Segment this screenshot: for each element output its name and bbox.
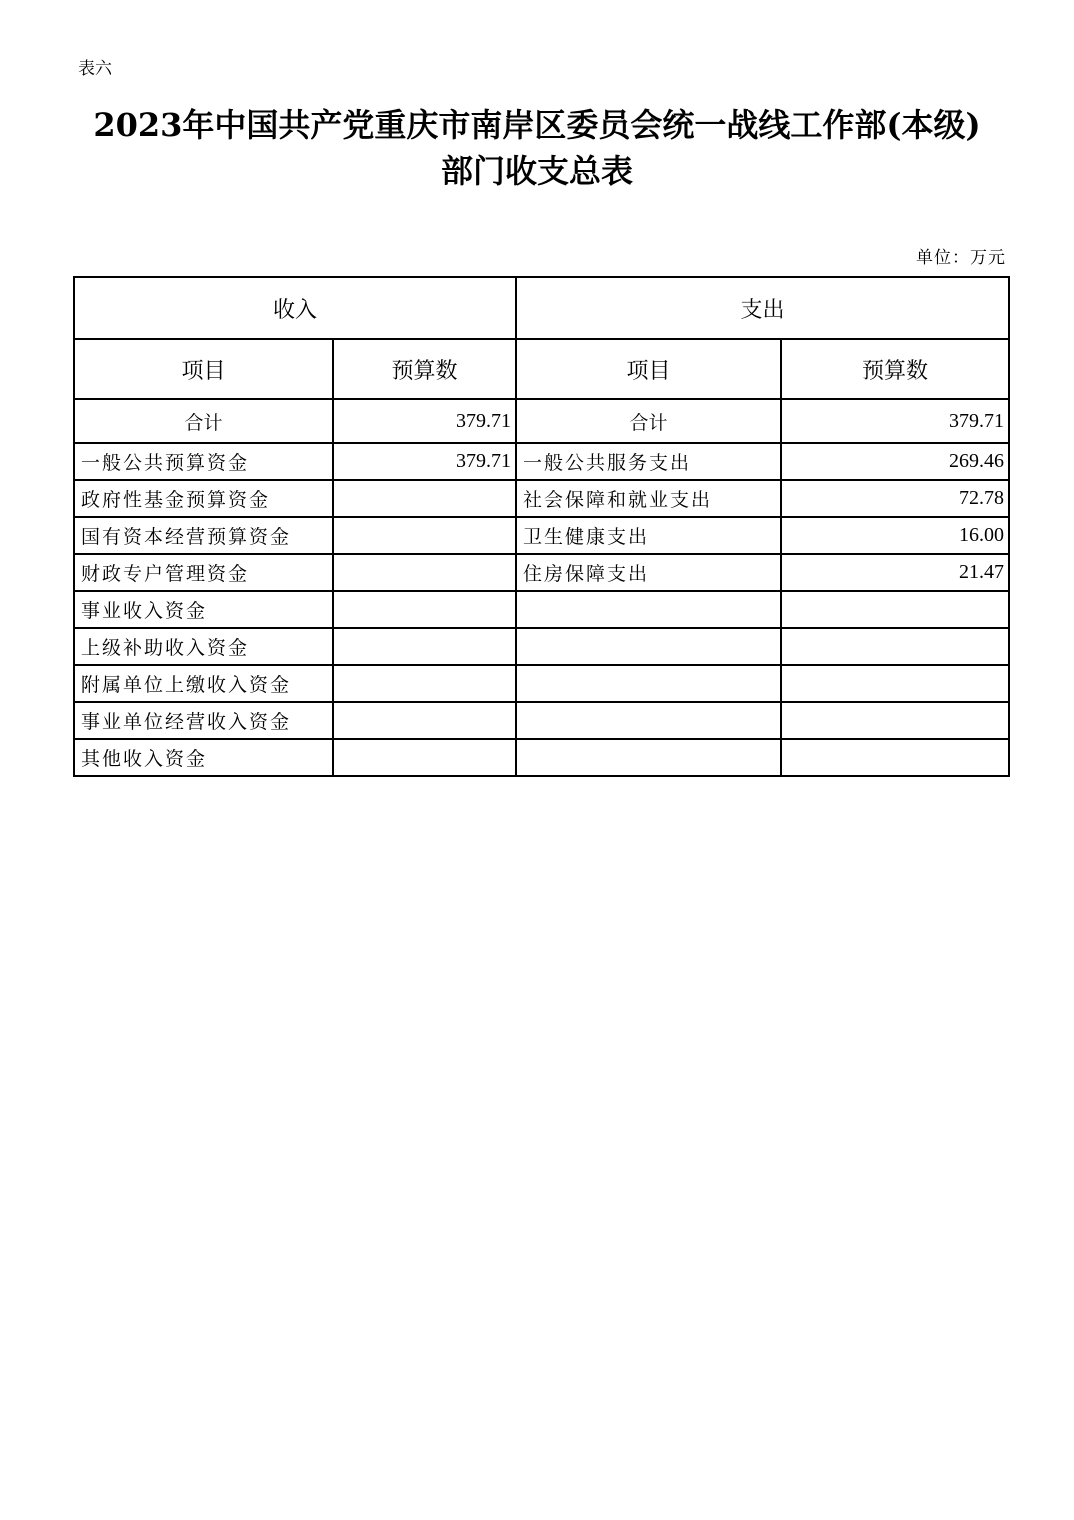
income-item: 财政专户管理资金	[74, 554, 333, 591]
income-item: 政府性基金预算资金	[74, 480, 333, 517]
table-row	[74, 554, 1009, 591]
total-row	[74, 399, 1009, 443]
expense-item-col-header: 项目	[516, 339, 781, 399]
income-header: 收入	[74, 277, 516, 339]
expense-item: 一般公共服务支出	[516, 443, 781, 480]
budget-summary-table	[73, 276, 1010, 777]
expense-budget-col-header: 预算数	[781, 339, 1009, 399]
expense-item	[516, 665, 781, 702]
table-row	[74, 591, 1009, 628]
expense-value: 269.46	[781, 443, 1009, 480]
income-value: 379.71	[333, 443, 516, 480]
table-row	[74, 480, 1009, 517]
expense-value	[781, 628, 1009, 665]
table-row	[74, 702, 1009, 739]
income-value	[333, 480, 516, 517]
expense-value	[781, 665, 1009, 702]
table-row	[74, 628, 1009, 665]
income-item: 事业单位经营收入资金	[74, 702, 333, 739]
expense-item	[516, 702, 781, 739]
page-title: 2023年中国共产党重庆市南岸区委员会统一战线工作部(本级)	[93, 106, 981, 144]
table-number-label: 表六	[78, 59, 112, 79]
income-value	[333, 591, 516, 628]
income-value	[333, 739, 516, 776]
table-row	[74, 443, 1009, 480]
expense-value: 72.78	[781, 480, 1009, 517]
income-value	[333, 517, 516, 554]
income-item: 其他收入资金	[74, 739, 333, 776]
income-value	[333, 702, 516, 739]
expense-item: 社会保障和就业支出	[516, 480, 781, 517]
income-item-col-header: 项目	[74, 339, 333, 399]
income-item: 一般公共预算资金	[74, 443, 333, 480]
expense-value	[781, 591, 1009, 628]
income-item: 国有资本经营预算资金	[74, 517, 333, 554]
expense-value	[781, 739, 1009, 776]
expense-total-value: 379.71	[781, 399, 1009, 443]
page-subtitle: 部门收支总表	[440, 152, 633, 190]
income-item: 事业收入资金	[74, 591, 333, 628]
income-item: 附属单位上缴收入资金	[74, 665, 333, 702]
expense-header: 支出	[516, 277, 1009, 339]
income-total-value: 379.71	[333, 399, 516, 443]
income-value	[333, 628, 516, 665]
expense-value: 16.00	[781, 517, 1009, 554]
expense-item	[516, 739, 781, 776]
expense-item	[516, 591, 781, 628]
expense-item: 卫生健康支出	[516, 517, 781, 554]
expense-item	[516, 628, 781, 665]
expense-item: 住房保障支出	[516, 554, 781, 591]
income-budget-col-header: 预算数	[333, 339, 516, 399]
expense-value: 21.47	[781, 554, 1009, 591]
table-row	[74, 665, 1009, 702]
income-value	[333, 554, 516, 591]
income-value	[333, 665, 516, 702]
table-row	[74, 739, 1009, 776]
income-total-label: 合计	[74, 399, 333, 443]
expense-total-label: 合计	[516, 399, 781, 443]
table-row	[74, 517, 1009, 554]
expense-value	[781, 702, 1009, 739]
unit-label: 单位：万元	[916, 248, 1006, 268]
income-item: 上级补助收入资金	[74, 628, 333, 665]
